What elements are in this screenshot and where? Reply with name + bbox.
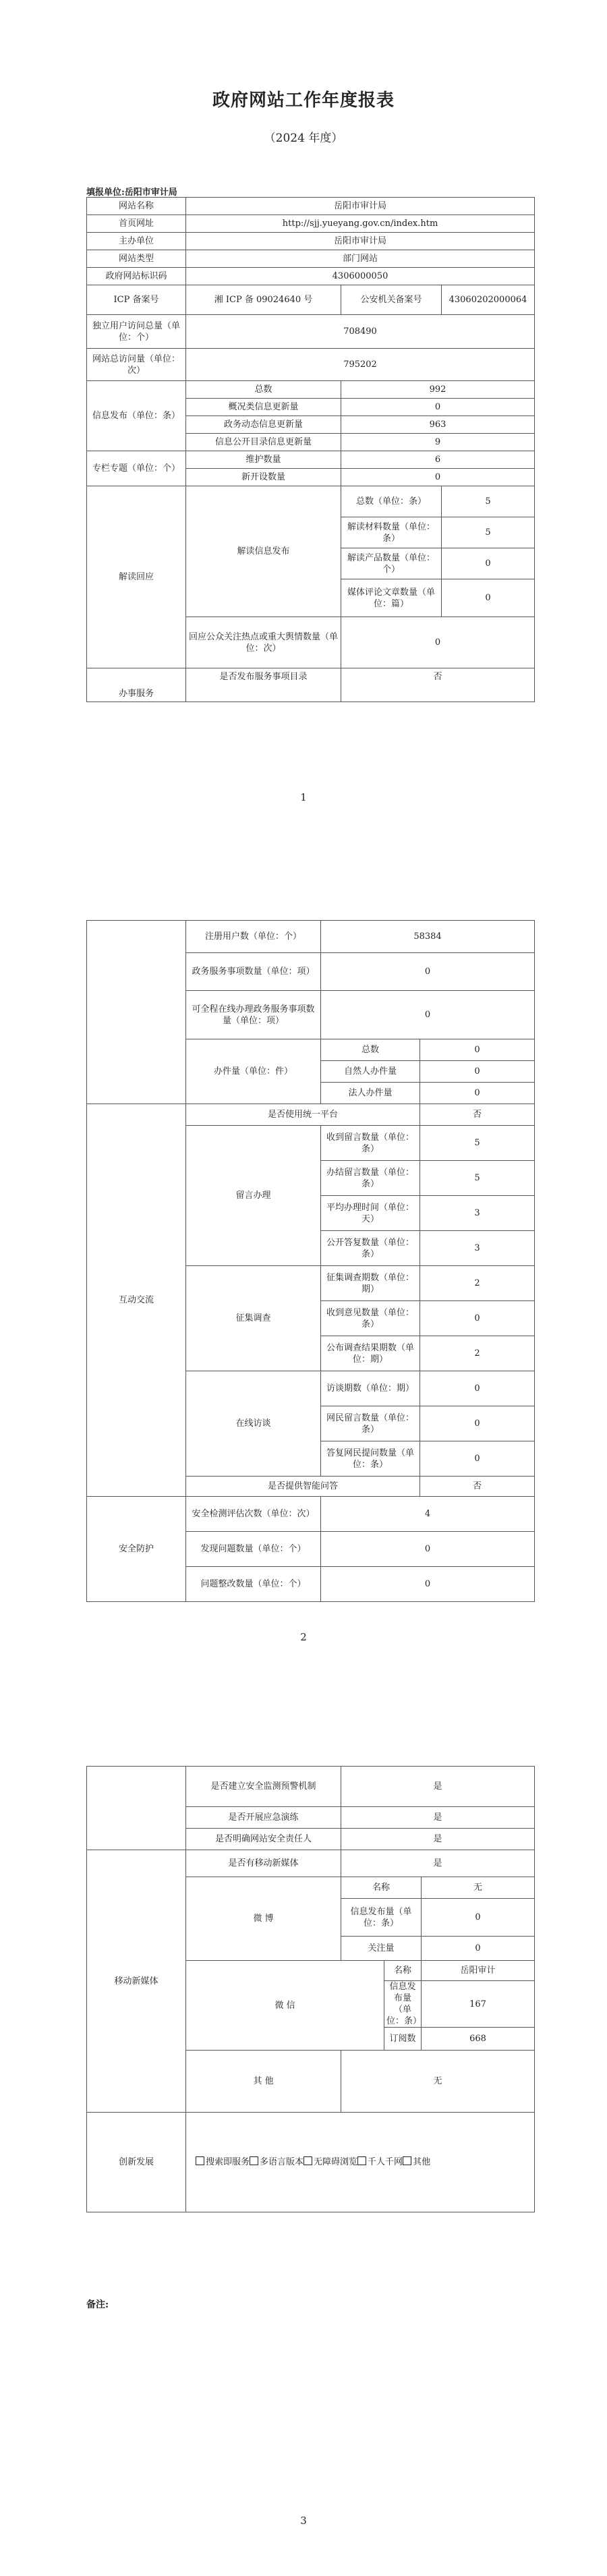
hotspot-response-value: 0	[341, 617, 535, 668]
survey-opinions-label: 收到意见数量（单位：条）	[321, 1301, 420, 1336]
online-items-label: 可全程在线办理政务服务事项数量（单位：项）	[186, 991, 321, 1039]
response-label: 解读回应	[87, 486, 186, 668]
interp-total-value: 5	[442, 486, 535, 517]
wechat-posts-value: 167	[422, 1981, 535, 2028]
survey-periods-label: 征集调查期数（单位：期）	[321, 1266, 420, 1301]
smart-qa-label: 是否提供智能问答	[186, 1477, 420, 1497]
survey-opinions-value: 0	[420, 1301, 535, 1336]
handling-legal-value: 0	[420, 1083, 535, 1104]
report-year: （2024 年度）	[264, 132, 343, 145]
homepage-value: http://sjj.yueyang.gov.cn/index.htm	[186, 215, 535, 233]
special-column-label: 专栏专题（单位：个）	[87, 451, 186, 486]
media-article-label: 媒体评论文章数量（单位：篇）	[341, 579, 442, 617]
msg-avg-time-value: 3	[420, 1196, 535, 1231]
responsible-value: 是	[341, 1829, 535, 1850]
security-eval-label: 安全检测评估次数（单位：次）	[186, 1497, 321, 1532]
table-page-3	[86, 1766, 535, 2212]
checkbox-icon[interactable]	[357, 2156, 366, 2165]
wechat-subs-label: 订阅数	[384, 2028, 422, 2051]
page-number-3: 3	[300, 2515, 307, 2527]
interview-messages-label: 网民留言数量（单位：条）	[321, 1406, 420, 1441]
hotspot-response-label: 回应公众关注热点或重大舆情数量（单位：次）	[186, 617, 341, 668]
survey-periods-value: 2	[420, 1266, 535, 1301]
site-code-value: 4306000050	[186, 268, 535, 285]
online-items-value: 0	[321, 991, 535, 1039]
service-catalog-label: 是否发布服务事项目录	[186, 668, 341, 702]
interp-material-label: 解读材料数量（单位：条）	[341, 517, 442, 548]
page-number-1: 1	[300, 791, 307, 803]
message-handling-label: 留言办理	[186, 1126, 321, 1266]
police-record-value: 43060202000064	[442, 285, 535, 315]
interp-material-value: 5	[442, 517, 535, 548]
handling-total-value: 0	[420, 1039, 535, 1061]
innovation-options	[186, 2113, 535, 2212]
drill-value: 是	[341, 1807, 535, 1829]
handling-legal-label: 法人办件量	[321, 1083, 420, 1104]
interview-answers-label: 答复网民提问数量（单位：条）	[321, 1441, 420, 1477]
site-name-label: 网站名称	[87, 198, 186, 215]
info-publish-label: 信息发布（单位：条）	[87, 381, 186, 451]
filler-unit: 填报单位:岳阳市审计局	[86, 188, 177, 198]
checkbox-icon[interactable]	[196, 2156, 204, 2165]
site-type-value: 部门网站	[186, 250, 535, 268]
checkbox-icon[interactable]	[403, 2156, 411, 2165]
handling-total-label: 总数	[321, 1039, 420, 1061]
msg-done-label: 办结留言数量（单位：条）	[321, 1161, 420, 1196]
overview-update-label: 概况类信息更新量	[186, 399, 341, 416]
checkbox-icon[interactable]	[250, 2156, 258, 2165]
interview-periods-value: 0	[420, 1371, 535, 1406]
handling-label: 办件量（单位：件）	[186, 1039, 321, 1104]
msg-avg-time-label: 平均办理时间（单位：天）	[321, 1196, 420, 1231]
sponsor-label: 主办单位	[87, 233, 186, 250]
security-label: 安全防护	[87, 1497, 186, 1602]
maintain-count-label: 维护数量	[186, 451, 341, 469]
remark-label: 备注:	[86, 2299, 109, 2310]
unique-visitors-value: 708490	[186, 315, 535, 349]
weibo-label: 微 博	[186, 1877, 341, 1961]
innovation-option[interactable]: 千人千网	[357, 2156, 403, 2168]
has-media-value: 是	[341, 1850, 535, 1877]
msg-done-value: 5	[420, 1161, 535, 1196]
monitoring-label: 是否建立安全监测预警机制	[186, 1767, 341, 1807]
wechat-subs-value: 668	[422, 2028, 535, 2051]
maintain-count-value: 6	[341, 451, 535, 469]
weibo-follow-label: 关注量	[341, 1937, 422, 1961]
security-cont-cell	[87, 1767, 186, 1850]
service-group-cell	[87, 921, 186, 1104]
page-views-value: 795202	[186, 349, 535, 381]
page-number-2: 2	[300, 1631, 307, 1643]
unified-platform-value: 否	[420, 1104, 535, 1126]
innovation-option[interactable]: 其他	[403, 2156, 430, 2168]
innovation-option[interactable]: 无障碍浏览	[304, 2156, 357, 2168]
overview-update-value: 0	[341, 399, 535, 416]
registered-users-label: 注册用户数（单位：个）	[186, 921, 321, 953]
other-media-label: 其 他	[186, 2051, 341, 2113]
interview-periods-label: 访谈期数（单位：期）	[321, 1371, 420, 1406]
wechat-label: 微 信	[186, 1961, 384, 2051]
weibo-posts-label: 信息发布量（单位：条）	[341, 1899, 422, 1937]
table-page-2	[86, 920, 535, 1602]
innovation-label: 创新发展	[87, 2113, 186, 2212]
innovation-option[interactable]: 多语言版本	[250, 2156, 304, 2168]
responsible-label: 是否明确网站安全责任人	[186, 1829, 341, 1850]
issues-found-value: 0	[321, 1532, 535, 1567]
dynamic-update-value: 963	[341, 416, 535, 434]
unique-visitors-label: 独立用户访问总量（单位：个）	[87, 315, 186, 349]
new-column-label: 新开设数量	[186, 469, 341, 486]
homepage-label: 首页网址	[87, 215, 186, 233]
weibo-name-value: 无	[422, 1877, 535, 1899]
interp-total-label: 总数（单位：条）	[341, 486, 442, 517]
innovation-option[interactable]: 搜索即服务	[196, 2156, 250, 2168]
media-article-value: 0	[442, 579, 535, 617]
info-total-value: 992	[341, 381, 535, 399]
report-title: 政府网站工作年度报表	[212, 90, 395, 111]
service-catalog-value: 否	[341, 668, 535, 702]
has-media-label: 是否有移动新媒体	[186, 1850, 341, 1877]
table-page-1	[86, 197, 535, 702]
service-label: 办事服务	[87, 668, 186, 702]
interp-product-value: 0	[442, 548, 535, 579]
police-record-label: 公安机关备案号	[341, 285, 442, 315]
checkbox-icon[interactable]	[304, 2156, 312, 2165]
msg-received-label: 收到留言数量（单位：条）	[321, 1126, 420, 1161]
registered-users-value: 58384	[321, 921, 535, 953]
interaction-label: 互动交流	[87, 1104, 186, 1497]
other-media-value: 无	[341, 2051, 535, 2113]
smart-qa-value: 否	[420, 1477, 535, 1497]
wechat-name-label: 名称	[384, 1961, 422, 1981]
handling-person-value: 0	[420, 1061, 535, 1083]
monitoring-value: 是	[341, 1767, 535, 1807]
new-column-value: 0	[341, 469, 535, 486]
catalog-update-value: 9	[341, 434, 535, 451]
drill-label: 是否开展应急演练	[186, 1807, 341, 1829]
catalog-update-label: 信息公开目录信息更新量	[186, 434, 341, 451]
interview-answers-value: 0	[420, 1441, 535, 1477]
weibo-posts-value: 0	[422, 1899, 535, 1937]
service-items-label: 政务服务事项数量（单位：项）	[186, 953, 321, 991]
service-items-value: 0	[321, 953, 535, 991]
interp-product-label: 解读产品数量（单位：个）	[341, 548, 442, 579]
security-eval-value: 4	[321, 1497, 535, 1532]
survey-results-label: 公布调查结果期数（单位：期）	[321, 1336, 420, 1371]
handling-person-label: 自然人办件量	[321, 1061, 420, 1083]
site-code-label: 政府网站标识码	[87, 268, 186, 285]
weibo-name-label: 名称	[341, 1877, 422, 1899]
info-total-label: 总数	[186, 381, 341, 399]
unified-platform-label: 是否使用统一平台	[186, 1104, 420, 1126]
site-name-value: 岳阳市审计局	[186, 198, 535, 215]
icp-label: ICP 备案号	[87, 285, 186, 315]
page-views-label: 网站总访问量（单位：次）	[87, 349, 186, 381]
survey-label: 征集调查	[186, 1266, 321, 1371]
msg-public-reply-value: 3	[420, 1231, 535, 1266]
msg-received-value: 5	[420, 1126, 535, 1161]
survey-results-value: 2	[420, 1336, 535, 1371]
sponsor-value: 岳阳市审计局	[186, 233, 535, 250]
wechat-posts-label: 信息发布量（单位：条）	[384, 1981, 422, 2028]
icp-value: 湘 ICP 备 09024640 号	[186, 285, 341, 315]
issues-found-label: 发现问题数量（单位：个）	[186, 1532, 321, 1567]
interpretation-label: 解读信息发布	[186, 486, 341, 617]
msg-public-reply-label: 公开答复数量（单位：条）	[321, 1231, 420, 1266]
interview-messages-value: 0	[420, 1406, 535, 1441]
new-media-label: 移动新媒体	[87, 1850, 186, 2113]
issues-fixed-label: 问题整改数量（单位：个）	[186, 1567, 321, 1602]
weibo-follow-value: 0	[422, 1937, 535, 1961]
site-type-label: 网站类型	[87, 250, 186, 268]
dynamic-update-label: 政务动态信息更新量	[186, 416, 341, 434]
wechat-name-value: 岳阳审计	[422, 1961, 535, 1981]
interview-label: 在线访谈	[186, 1371, 321, 1477]
issues-fixed-value: 0	[321, 1567, 535, 1602]
